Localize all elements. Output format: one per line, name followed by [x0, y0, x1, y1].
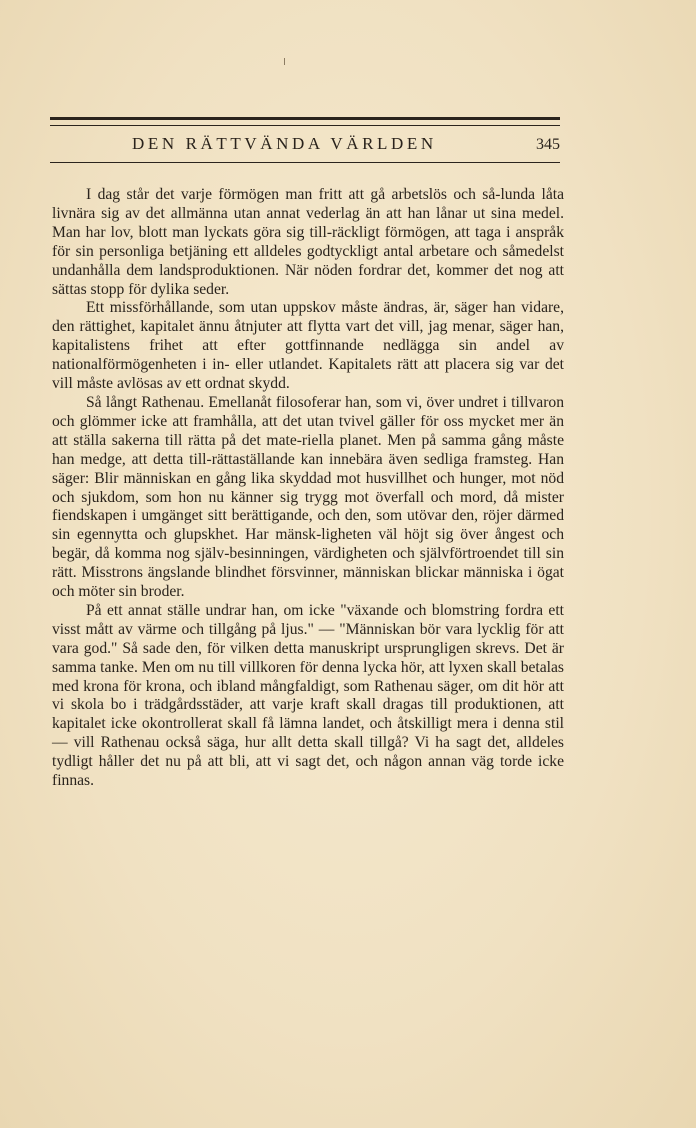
body-text: [52, 186, 564, 791]
paragraph: I dag står det varje förmögen man fritt att gå arbetslös och så-lunda låta livnära sig av det allmänna utan annat vederlag än att han lånar ut sina medel. Man har lov, blott man lyckats göra sig till-räckligt förmögen, att taga i anspråk för sin personliga betjäning ett alldeles godtyckligt antal arbetare och såmedelst undanhålla dem landsproduktionen. När nöden fordrar det, kommer det nog att sättas stopp för dylika seder.: [52, 186, 564, 298]
page-number: 345: [536, 136, 560, 153]
running-header: [50, 133, 560, 157]
running-title: DEN RÄTTVÄNDA VÄRLDEN: [132, 134, 437, 153]
header-rule-double: [50, 125, 560, 126]
header-rule-top: [50, 117, 560, 120]
paper-mark: [284, 58, 285, 65]
header-rule-bottom: [50, 162, 560, 163]
paragraph: Så långt Rathenau. Emellanåt filosoferar han, som vi, över undret i tillvaron och glömmer icke att framhålla, att det utan tvivel gäller för oss mycket mer än att ställa sakerna till rätta på det mate-riella planet. Men på samma gång måste han medge, att detta till-rättaställande kan innebära även sedliga framsteg. Han säger: Blir människan en gång lika skyddad mot husvillhet och hunger, mot nöd och sjukdom, som hon nu känner sig trygg mot överfall och mord, då mister fiendskapen i umgänget sitt berättigande, och den, som utövar den, röjer därmed sin egennytta och glupskhet. Har mänsk-ligheten väl höjt sig över ångest och begär, då komma nog själv-besinningen, värdigheten och självförtroendet till sin rätt. Misstrons ängslande blindhet försvinner, människan blickar människa i ögat och möter sin broder.: [52, 393, 564, 601]
paragraph: På ett annat ställe undrar han, om icke "växande och blomstring fordra ett visst mått av värme och tillgång på ljus." — "Människan bör vara lycklig för att vara god." Så sade den, för vilken detta manuskript ursprungligen skrevs. Det är samma tanke. Men om nu till villkoren för denna lycka hör, att lyxen skall betalas med krona för krona, och ibland mångfaldigt, som Rathenau säger, om dit hör att vi skola bo i trädgårdsstäder, att varje kraft skall dragas till produktionen, att kapitalet icke okontrollerat skall få lämna landet, och åtskilligt mera i denna stil — vill Rathenau också säga, hur allt detta skall tillgå? Vi ha sagt det, alldeles tydligt håller det nu på att bli, att vi sagt det, och någon annan väg torde icke finnas.: [52, 601, 564, 790]
paragraph: Ett missförhållande, som utan uppskov måste ändras, är, säger han vidare, den rättighet, kapitalet ännu åtnjuter att flytta vart det vill, jag menar, säger han, kapitalistens frihet att efter gottfinnande nedlägga sin andel av nationalförmögenheten i in- eller utlandet. Kapitalets rätt att placera sig var det vill måste avlösas av ett ordnat skydd.: [52, 299, 564, 393]
